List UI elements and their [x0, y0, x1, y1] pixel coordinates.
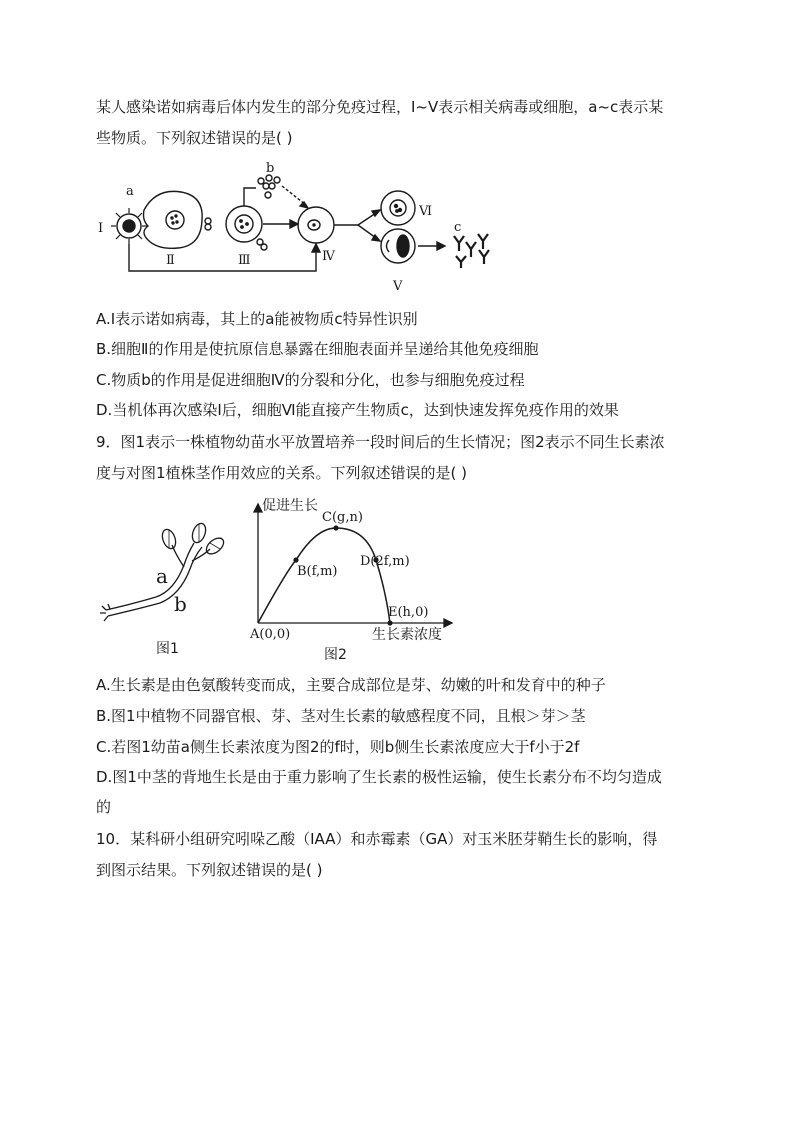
cell-III: [226, 206, 262, 242]
q8-stem-line1: 某人感染诺如病毒后体内发生的部分免疫过程，Ⅰ~Ⅴ表示相关病毒或细胞，a~c表示某: [96, 98, 664, 116]
y-axis-label: 促进生长: [262, 498, 318, 514]
q8-option-d: D.当机体再次感染Ⅰ后，细胞Ⅵ能直接产生物质c，达到快速发挥免疫作用的效果: [96, 401, 619, 419]
q9-option-d: D.图1中茎的背地生长是由于重力影响了生长素的极性运输，使生长素分布不均匀造成: [96, 768, 662, 786]
fig1-caption: 图1: [156, 641, 179, 657]
fig1-label-b: b: [174, 592, 187, 616]
figure1-seedling: [96, 515, 236, 665]
q9-option-c: C.若图1幼苗a侧生长素浓度为图2的f时，则b侧生长素浓度应大于f小于2f: [96, 738, 580, 756]
figure2-curve: [246, 492, 476, 664]
fig2-caption: 图2: [324, 647, 347, 663]
label-point-A: A(0,0): [250, 627, 291, 642]
q10-stem-line2: 到图示结果。下列叙述错误的是( ): [96, 861, 323, 879]
point-C: [333, 525, 338, 530]
point-B: [293, 557, 298, 562]
label-point-C: C(g,n): [322, 510, 363, 525]
label-b: b: [266, 161, 275, 176]
immune-process-figure: [96, 158, 516, 298]
x-axis-label: 生长素浓度: [372, 627, 442, 643]
label-V: Ⅴ: [393, 279, 403, 294]
label-III: Ⅲ: [238, 253, 251, 268]
label-c: c: [454, 220, 462, 235]
q8-option-a: A.Ⅰ表示诺如病毒，其上的a能被物质c特异性识别: [96, 310, 418, 328]
q10-stem-line1: 10．某科研小组研究吲哚乙酸（IAA）和赤霉素（GA）对玉米胚芽鞘生长的影响，得: [96, 830, 658, 848]
q9-stem-line2: 度与对图1植株茎作用效应的关系。下列叙述错误的是( ): [96, 464, 468, 482]
label-II: Ⅱ: [166, 253, 175, 268]
q9-option-a: A.生长素是由色氨酸转变而成，主要合成部位是芽、幼嫩的叶和发育中的种子: [96, 676, 606, 694]
point-E: [387, 620, 392, 625]
cell-VI: [381, 191, 415, 225]
fig1-label-a: a: [156, 564, 168, 588]
cell-IV: [298, 207, 334, 243]
label-IV: Ⅳ: [322, 249, 335, 264]
label-point-B: B(f,m): [297, 564, 338, 579]
q8-stem-line2: 些物质。下列叙述错误的是( ): [96, 129, 293, 147]
q8-option-b: B.细胞Ⅱ的作用是使抗原信息暴露在细胞表面并呈递给其他免疫细胞: [96, 340, 539, 358]
cell-II: [144, 191, 203, 248]
label-point-D: D(2f,m): [360, 554, 410, 569]
label-a: a: [126, 184, 134, 199]
label-point-E: E(h,0): [388, 605, 429, 620]
label-VI: Ⅵ: [419, 204, 433, 219]
q9-stem-line1: 9．图1表示一株植物幼苗水平放置培养一段时间后的生长情况；图2表示不同生长素浓: [96, 433, 665, 451]
label-I: Ⅰ: [98, 221, 104, 236]
q9-option-b: B.图1中植物不同器官根、芽、茎对生长素的敏感程度不同，且根＞芽＞茎: [96, 707, 586, 725]
q9-option-d-cont: 的: [96, 798, 112, 816]
q8-option-c: C.物质b的作用是促进细胞Ⅳ的分裂和分化，也参与细胞免疫过程: [96, 371, 525, 389]
